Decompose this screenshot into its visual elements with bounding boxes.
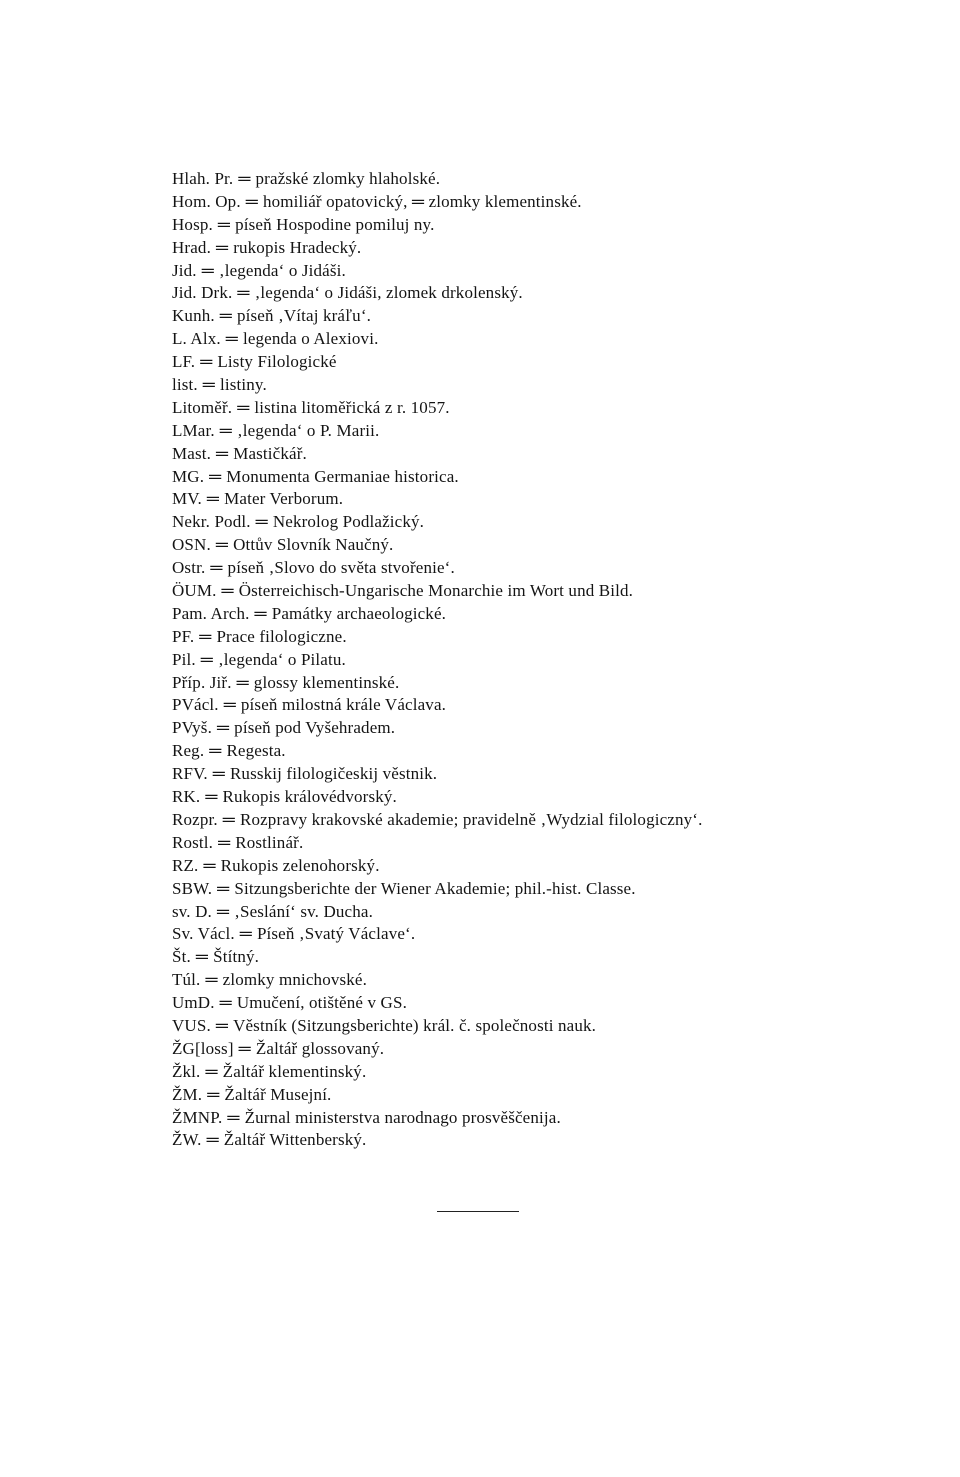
abbreviation-entry [172, 305, 872, 328]
abbreviation-entry [172, 717, 872, 740]
entry-abbreviation: Pil. [172, 649, 196, 669]
entry-abbreviation: LF. [172, 352, 196, 372]
equals-sign: ═ [223, 695, 236, 715]
entry-abbreviation: VUS. [172, 1015, 211, 1035]
abbreviation-entry [172, 580, 872, 603]
abbreviation-entry [172, 511, 872, 534]
abbreviation-entry [172, 923, 872, 946]
entry-definition: Ottův Slovník Naučný. [233, 535, 394, 555]
equals-sign: ═ [236, 672, 249, 692]
entry-definition: Umučení, otištěné v GS. [236, 993, 407, 1013]
entry-abbreviation: Hrad. [172, 237, 211, 257]
entry-abbreviation: Příp. Jiř. [172, 672, 232, 692]
entry-definition: homiliář opatovický, ═ zlomky klementinské. [262, 191, 582, 211]
equals-sign: ═ [203, 855, 216, 875]
entry-definition: píseň ‚Slovo do světa stvořenie‘. [227, 558, 455, 578]
equals-sign: ═ [239, 924, 252, 944]
entry-abbreviation: Jid. [172, 260, 197, 280]
equals-sign: ═ [206, 1130, 219, 1150]
abbreviation-list [172, 168, 872, 1152]
equals-sign: ═ [200, 352, 213, 372]
abbreviation-entry [172, 214, 872, 237]
entry-definition: Štítný. [213, 947, 260, 967]
equals-sign: ═ [205, 1061, 218, 1081]
abbreviation-entry [172, 832, 872, 855]
entry-definition: ‚legenda‘ o Pilatu. [217, 649, 346, 669]
abbreviation-entry [172, 397, 872, 420]
abbreviation-entry [172, 969, 872, 992]
equals-sign: ═ [215, 535, 229, 555]
entry-abbreviation: OSN. [172, 535, 211, 555]
abbreviation-entry [172, 191, 872, 214]
abbreviation-entry [172, 557, 872, 580]
entry-abbreviation: Pam. Arch. [172, 603, 250, 623]
abbreviation-entry [172, 282, 872, 305]
equals-sign: ═ [217, 878, 230, 898]
entry-definition: píseň milostná krále Václava. [240, 695, 447, 715]
entry-definition: Prace filologiczne. [216, 626, 347, 646]
abbreviation-entry [172, 1038, 872, 1061]
entry-abbreviation: LMar. [172, 420, 215, 440]
equals-sign: ═ [215, 237, 229, 257]
entry-definition: Žaltář Wittenberský. [223, 1130, 367, 1150]
equals-sign: ═ [222, 809, 235, 829]
equals-sign: ═ [207, 1084, 220, 1104]
entry-definition: ‚Seslání‘ sv. Ducha. [234, 901, 373, 921]
entry-definition: Listy Filologické [217, 352, 337, 372]
entry-abbreviation: ŽM. [172, 1084, 203, 1104]
abbreviation-entry [172, 626, 872, 649]
abbreviation-entry [172, 855, 872, 878]
entry-definition: píseň pod Vyšehradem. [234, 718, 396, 738]
entry-abbreviation: Litoměř. [172, 397, 233, 417]
entry-abbreviation: PVácl. [172, 695, 219, 715]
entry-definition: Rostlinář. [235, 832, 304, 852]
abbreviation-entry [172, 878, 872, 901]
entry-definition: Österreichisch-Ungarische Monarchie im Wort und Bild. [238, 581, 634, 601]
entry-abbreviation: MG. [172, 466, 205, 486]
abbreviation-entry [172, 488, 872, 511]
equals-sign: ═ [210, 558, 223, 578]
equals-sign: ═ [205, 787, 218, 807]
closing-rule [437, 1211, 519, 1212]
abbreviation-entry [172, 763, 872, 786]
entry-abbreviation: RK. [172, 787, 201, 807]
abbreviation-entry [172, 443, 872, 466]
entry-abbreviation: Kunh. [172, 306, 215, 326]
equals-sign: ═ [255, 512, 268, 532]
equals-sign: ═ [212, 764, 225, 784]
equals-sign: ═ [205, 970, 218, 990]
equals-sign: ═ [237, 397, 250, 417]
entry-abbreviation: Hosp. [172, 214, 213, 234]
entry-definition: Russkij filologičeskij věstnik. [229, 764, 438, 784]
entry-abbreviation: RFV. [172, 764, 208, 784]
entry-definition: Rukopis zelenohorský. [220, 855, 380, 875]
abbreviation-entry [172, 1129, 872, 1152]
equals-sign: ═ [202, 375, 215, 395]
abbreviation-entry [172, 1107, 872, 1130]
entry-definition: listiny. [220, 375, 267, 395]
equals-sign: ═ [219, 993, 232, 1013]
entry-definition: ‚legenda‘ o Jidáši, zlomek drkolenský. [254, 283, 523, 303]
entry-abbreviation: Rozpr. [172, 809, 218, 829]
abbreviation-entry [172, 672, 872, 695]
entry-abbreviation: Hlah. Pr. [172, 169, 234, 188]
abbreviation-entry [172, 351, 872, 374]
equals-sign: ═ [254, 603, 267, 623]
entry-abbreviation: list. [172, 375, 198, 395]
abbreviation-entry [172, 328, 872, 351]
equals-sign: ═ [215, 1015, 229, 1035]
entry-abbreviation: L. Alx. [172, 329, 221, 349]
abbreviation-entry [172, 374, 872, 397]
abbreviation-entry [172, 260, 872, 283]
entry-definition: píseň Hospodine pomiluj ny. [235, 214, 435, 234]
equals-sign: ═ [238, 169, 251, 188]
equals-sign: ═ [201, 260, 214, 280]
entry-definition: Mastičkář. [233, 443, 307, 463]
entry-abbreviation: Jid. Drk. [172, 283, 233, 303]
equals-sign: ═ [216, 718, 230, 738]
entry-definition: Monumenta Germaniae historica. [226, 466, 459, 486]
abbreviation-entry [172, 946, 872, 969]
entry-abbreviation: Rostl. [172, 832, 214, 852]
abbreviation-entry [172, 786, 872, 809]
abbreviation-entry [172, 237, 872, 260]
equals-sign: ═ [225, 329, 238, 349]
equals-sign: ═ [219, 306, 232, 326]
entry-abbreviation: Ostr. [172, 558, 206, 578]
entry-definition: glossy klementinské. [253, 672, 400, 692]
entry-definition: rukopis Hradecký. [233, 237, 362, 257]
equals-sign: ═ [219, 420, 232, 440]
abbreviation-entry [172, 534, 872, 557]
entry-abbreviation: sv. D. [172, 901, 212, 921]
abbreviation-entry [172, 603, 872, 626]
equals-sign: ═ [216, 443, 229, 463]
entry-definition: Památky archaeologické. [271, 603, 447, 623]
equals-sign: ═ [218, 832, 231, 852]
entry-definition: legenda o Alexiovi. [242, 329, 379, 349]
abbreviation-entry [172, 809, 872, 832]
entry-definition: Sitzungsberichte der Wiener Akademie; phil.-hist. Classe. [234, 878, 636, 898]
entry-abbreviation: Žkl. [172, 1061, 201, 1081]
entry-abbreviation: SBW. [172, 878, 213, 898]
abbreviation-entry [172, 694, 872, 717]
entry-definition: ‚legenda‘ o Jidáši. [218, 260, 346, 280]
equals-sign: ═ [200, 649, 213, 669]
entry-abbreviation: PVyš. [172, 718, 212, 738]
abbreviation-entry [172, 466, 872, 489]
entry-abbreviation: Reg. [172, 741, 205, 761]
entry-abbreviation: MV. [172, 489, 202, 509]
equals-sign: ═ [199, 626, 212, 646]
entry-abbreviation: PF. [172, 626, 195, 646]
entry-abbreviation: ŽG[loss] [172, 1038, 234, 1058]
equals-sign: ═ [217, 214, 231, 234]
entry-definition: ‚legenda‘ o P. Marii. [236, 420, 380, 440]
equals-sign: ═ [227, 1107, 240, 1127]
equals-sign: ═ [206, 489, 220, 509]
entry-abbreviation: ŽMNP. [172, 1107, 223, 1127]
equals-sign: ═ [237, 283, 250, 303]
equals-sign: ═ [216, 901, 230, 921]
entry-definition: Žurnal ministerstva narodnago prosvěščenija. [244, 1107, 561, 1127]
entry-abbreviation: ŽW. [172, 1130, 202, 1150]
abbreviation-entry [172, 1061, 872, 1084]
abbreviation-entry [172, 420, 872, 443]
entry-definition: píseň ‚Vítaj kráľu‘. [236, 306, 372, 326]
equals-sign: ═ [209, 466, 222, 486]
entry-definition: Píseň ‚Svatý Václave‘. [256, 924, 416, 944]
entry-abbreviation: ÖUM. [172, 581, 217, 601]
entry-definition: zlomky mnichovské. [222, 970, 368, 990]
entry-definition: Rukopis královédvorský. [222, 787, 397, 807]
equals-sign: ═ [245, 191, 258, 211]
entry-definition: Regesta. [226, 741, 286, 761]
entry-definition: Rozpravy krakovské akademie; pravidelně ‚Wydzial filologiczny‘. [239, 809, 703, 829]
entry-abbreviation: Št. [172, 947, 191, 967]
equals-sign: ═ [209, 741, 222, 761]
equals-sign: ═ [238, 1038, 251, 1058]
entry-abbreviation: Mast. [172, 443, 211, 463]
entry-abbreviation: RZ. [172, 855, 199, 875]
abbreviation-entry [172, 1015, 872, 1038]
entry-definition: pražské zlomky hlaholské. [255, 169, 441, 188]
entry-definition: Žaltář glossovaný. [255, 1038, 385, 1058]
abbreviation-entry [172, 901, 872, 924]
entry-definition: Žaltář Musejní. [224, 1084, 332, 1104]
entry-definition: Nekrolog Podlažický. [272, 512, 425, 532]
equals-sign: ═ [195, 947, 209, 967]
abbreviation-entry [172, 1084, 872, 1107]
abbreviation-entry [172, 649, 872, 672]
abbreviation-entry [172, 992, 872, 1015]
entry-abbreviation: Hom. Op. [172, 191, 241, 211]
entry-abbreviation: Túl. [172, 970, 201, 990]
entry-definition: Mater Verborum. [224, 489, 344, 509]
entry-abbreviation: Sv. Václ. [172, 924, 235, 944]
entry-abbreviation: UmD. [172, 993, 215, 1013]
entry-definition: Žaltář klementinský. [222, 1061, 367, 1081]
entry-definition: Věstník (Sitzungsberichte) král. č. společnosti nauk. [233, 1015, 597, 1035]
equals-sign: ═ [221, 581, 234, 601]
entry-abbreviation: Nekr. Podl. [172, 512, 251, 532]
abbreviation-entry [172, 168, 872, 191]
entry-definition: listina litoměřická z r. 1057. [254, 397, 450, 417]
abbreviation-entry [172, 740, 872, 763]
